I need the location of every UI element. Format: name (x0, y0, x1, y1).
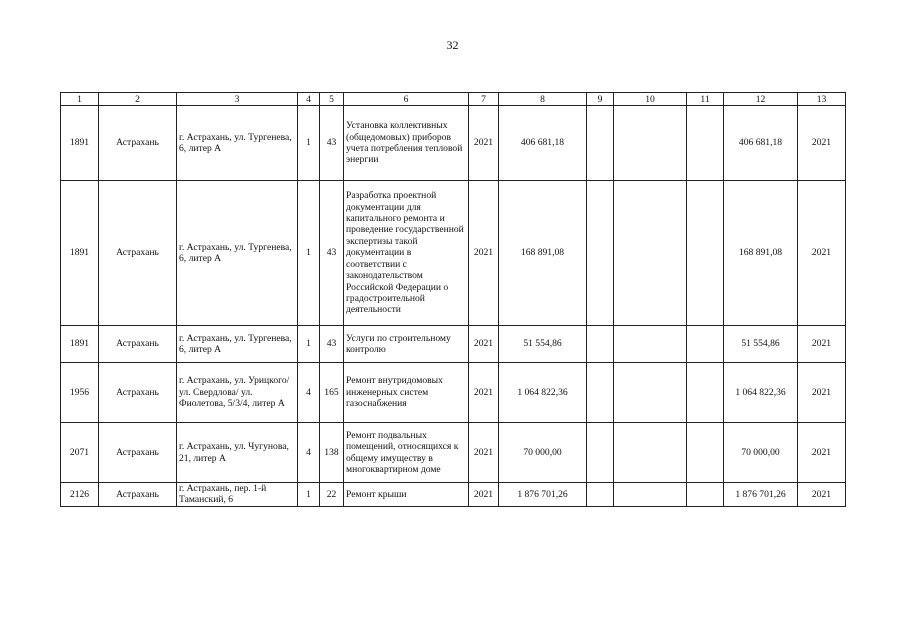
work-type-cell: Разработка проектной документации для капитального ремонта и проведение государственной экспертизы такой документации в соответствии с законодательством Российской Федерации о градостроительной деятельности (344, 181, 469, 326)
col5-cell: 22 (320, 483, 344, 507)
col9-cell (587, 423, 614, 483)
col4-cell: 1 (298, 181, 320, 326)
year-end-cell: 2021 (798, 106, 846, 181)
col11-cell (687, 106, 724, 181)
header-row (61, 93, 846, 106)
column-header-8: 8 (499, 93, 587, 106)
table-row (61, 423, 846, 483)
total-cell: 70 000,00 (724, 423, 798, 483)
total-cell: 1 876 701,26 (724, 483, 798, 507)
column-header-13: 13 (798, 93, 846, 106)
capital-repair-table (60, 92, 846, 507)
page-number: 32 (446, 38, 459, 52)
year-cell: 2021 (469, 483, 499, 507)
col9-cell (587, 181, 614, 326)
col10-cell (614, 423, 687, 483)
col11-cell (687, 423, 724, 483)
address-cell: г. Астрахань, ул. Тургенева, 6, литер А (177, 326, 298, 363)
col11-cell (687, 326, 724, 363)
column-header-4: 4 (298, 93, 320, 106)
table-row (61, 181, 846, 326)
column-header-2: 2 (99, 93, 177, 106)
total-cell: 51 554,86 (724, 326, 798, 363)
address-cell: г. Астрахань, ул. Тургенева, 6, литер А (177, 106, 298, 181)
city-cell: Астрахань (99, 363, 177, 423)
amount-cell: 168 891,08 (499, 181, 587, 326)
amount-cell: 51 554,86 (499, 326, 587, 363)
year-end-cell: 2021 (798, 181, 846, 326)
col4-cell: 4 (298, 423, 320, 483)
work-type-cell: Ремонт подвальных помещений, относящихся к общему имуществу в многоквартирном доме (344, 423, 469, 483)
year-end-cell: 2021 (798, 363, 846, 423)
col5-cell: 138 (320, 423, 344, 483)
col10-cell (614, 483, 687, 507)
col5-cell: 43 (320, 181, 344, 326)
year-end-cell: 2021 (798, 423, 846, 483)
table-row (61, 106, 846, 181)
work-type-cell: Ремонт крыши (344, 483, 469, 507)
total-cell: 406 681,18 (724, 106, 798, 181)
table-row (61, 363, 846, 423)
col5-cell: 165 (320, 363, 344, 423)
object-id-cell: 1891 (61, 326, 99, 363)
city-cell: Астрахань (99, 106, 177, 181)
object-id-cell: 2071 (61, 423, 99, 483)
table-row (61, 483, 846, 507)
address-cell: г. Астрахань, ул. Тургенева, 6, литер А (177, 181, 298, 326)
col10-cell (614, 363, 687, 423)
amount-cell: 70 000,00 (499, 423, 587, 483)
year-cell: 2021 (469, 181, 499, 326)
column-header-11: 11 (687, 93, 724, 106)
amount-cell: 1 064 822,36 (499, 363, 587, 423)
col11-cell (687, 181, 724, 326)
year-cell: 2021 (469, 106, 499, 181)
column-header-9: 9 (587, 93, 614, 106)
col5-cell: 43 (320, 326, 344, 363)
address-cell: г. Астрахань, ул. Чугунова, 21, литер А (177, 423, 298, 483)
object-id-cell: 1891 (61, 106, 99, 181)
year-end-cell: 2021 (798, 483, 846, 507)
year-cell: 2021 (469, 363, 499, 423)
col4-cell: 1 (298, 106, 320, 181)
object-id-cell: 2126 (61, 483, 99, 507)
col11-cell (687, 483, 724, 507)
work-type-cell: Установка коллективных (общедомовых) приборов учета потребления тепловой энергии (344, 106, 469, 181)
col9-cell (587, 326, 614, 363)
object-id-cell: 1956 (61, 363, 99, 423)
table-row (61, 326, 846, 363)
column-header-5: 5 (320, 93, 344, 106)
col9-cell (587, 483, 614, 507)
work-type-cell: Услуги по строительному контролю (344, 326, 469, 363)
work-type-cell: Ремонт внутридомовых инженерных систем газоснабжения (344, 363, 469, 423)
address-cell: г. Астрахань, пер. 1-й Таманский, 6 (177, 483, 298, 507)
col4-cell: 4 (298, 363, 320, 423)
col4-cell: 1 (298, 483, 320, 507)
column-header-1: 1 (61, 93, 99, 106)
col4-cell: 1 (298, 326, 320, 363)
city-cell: Астрахань (99, 483, 177, 507)
total-cell: 1 064 822,36 (724, 363, 798, 423)
amount-cell: 1 876 701,26 (499, 483, 587, 507)
col10-cell (614, 106, 687, 181)
col5-cell: 43 (320, 106, 344, 181)
total-cell: 168 891,08 (724, 181, 798, 326)
column-header-12: 12 (724, 93, 798, 106)
year-cell: 2021 (469, 423, 499, 483)
object-id-cell: 1891 (61, 181, 99, 326)
year-end-cell: 2021 (798, 326, 846, 363)
column-header-7: 7 (469, 93, 499, 106)
column-header-6: 6 (344, 93, 469, 106)
city-cell: Астрахань (99, 181, 177, 326)
column-header-3: 3 (177, 93, 298, 106)
col9-cell (587, 106, 614, 181)
column-header-10: 10 (614, 93, 687, 106)
year-cell: 2021 (469, 326, 499, 363)
col9-cell (587, 363, 614, 423)
address-cell: г. Астрахань, ул. Урицкого/ ул. Свердлова/ ул. Фиолетова, 5/3/4, литер А (177, 363, 298, 423)
col10-cell (614, 181, 687, 326)
city-cell: Астрахань (99, 423, 177, 483)
city-cell: Астрахань (99, 326, 177, 363)
col10-cell (614, 326, 687, 363)
col11-cell (687, 363, 724, 423)
amount-cell: 406 681,18 (499, 106, 587, 181)
